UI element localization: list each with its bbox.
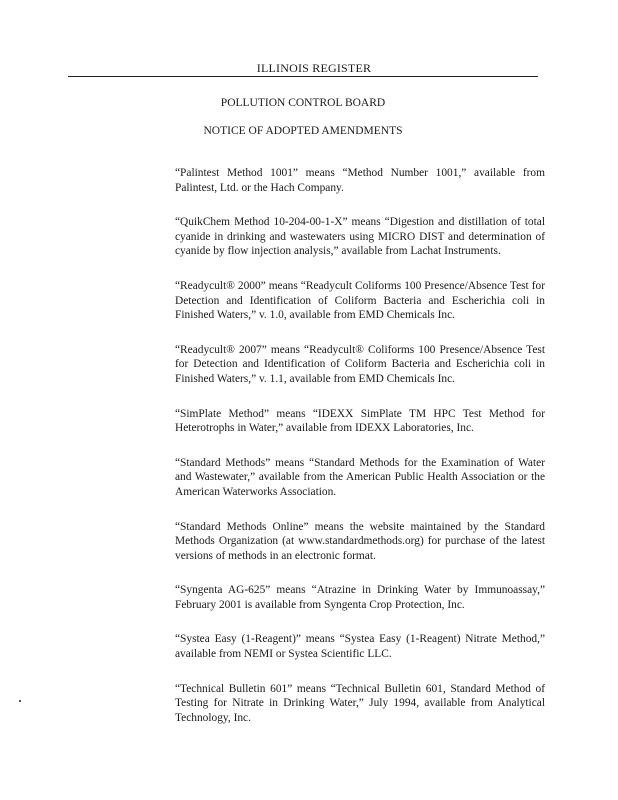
register-title: ILLINOIS REGISTER	[256, 61, 372, 75]
definition-paragraph: “Readycult® 2000” means “Readycult Coliforms 100 Presence/Absence Test for Detection and Identification of Coliform Bacteria and Escherichia coli in Finished Waters,” v. 1.0, available from EMD Chemicals Inc.	[175, 279, 545, 322]
header-rule	[68, 76, 538, 77]
scan-speck	[19, 700, 21, 702]
definition-paragraph: “QuikChem Method 10-204-00-1-X” means “Digestion and distillation of total cyanide in drinking and wastewaters using MICRO DIST and determination of cyanide by flow injection analysis,” available from Lachat Instruments.	[175, 216, 545, 258]
definition-paragraph: “SimPlate Method” means “IDEXX SimPlate TM HPC Test Method for Heterotrophs in Water,” available from IDEXX Laboratories, Inc.	[175, 407, 545, 435]
definition-paragraph: “Technical Bulletin 601” means “Technical Bulletin 601, Standard Method of Testing for Nitrate in Drinking Water,” July 1994, available from Analytical Technology, Inc.	[175, 682, 545, 724]
definition-paragraph: “Palintest Method 1001” means “Method Number 1001,” available from Palintest, Ltd. or the Hach Company.	[175, 167, 545, 194]
board-title: POLLUTION CONTROL BOARD	[220, 97, 386, 109]
definition-paragraph: “Standard Methods” means “Standard Methods for the Examination of Water and Wastewater,” available from the American Public Health Association or the American Waterworks Association.	[175, 456, 545, 498]
notice-title: NOTICE OF ADOPTED AMENDMENTS	[203, 125, 403, 137]
definition-paragraph: “Readycult® 2007” means “Readycult® Coliforms 100 Presence/Absence Test for Detection and Identification of Coliform Bacteria and Escherichia coli in Finished Waters,” v. 1.1, available from EMD Chemicals Inc.	[175, 343, 545, 385]
definition-paragraph: “Standard Methods Online” means the website maintained by the Standard Methods Organization (at www.standardmethods.org) for purchase of the latest versions of methods in an electronic format.	[175, 520, 545, 562]
definitions-list	[175, 166, 545, 745]
definition-paragraph: “Systea Easy (1-Reagent)” means “Systea Easy (1-Reagent) Nitrate Method,” available from NEMI or Systea Scientific LLC.	[175, 633, 545, 661]
definition-paragraph: “Syngenta AG-625” means “Atrazine in Drinking Water by Immunoassay,” February 2001 is available from Syngenta Crop Protection, Inc.	[175, 584, 545, 611]
